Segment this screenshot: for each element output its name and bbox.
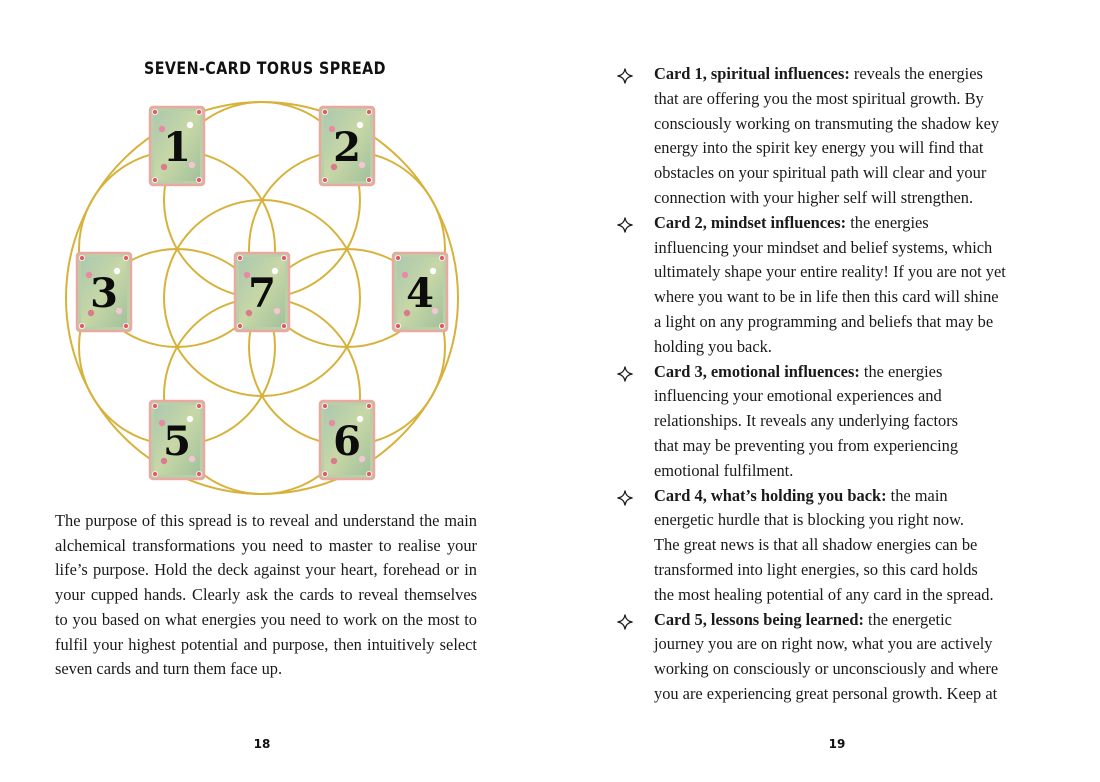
corner-pip: [152, 109, 157, 114]
item-title: Card 1, spiritual influences:: [654, 64, 850, 83]
card-number: 4: [406, 270, 434, 317]
corner-pip: [152, 471, 157, 476]
corner-pip: [322, 109, 327, 114]
card-meaning-text: [654, 360, 1057, 484]
page-number-left: 18: [253, 737, 271, 751]
item-line: reveals the energies: [853, 64, 983, 83]
card-meaning-item: [617, 62, 1057, 211]
tarot-card-1: [150, 107, 204, 185]
corner-pip: [322, 471, 327, 476]
item-title: Card 2, mindset influences:: [654, 212, 847, 232]
card-number: 1: [163, 124, 191, 171]
four-point-star-icon: [617, 366, 633, 382]
corner-pip: [322, 403, 327, 408]
item-line: influencing your mindset and belief systems, which: [654, 237, 993, 257]
corner-pip: [152, 177, 157, 182]
item-title: Card 3, emotional influences:: [654, 361, 860, 381]
tarot-card-7: [235, 253, 289, 331]
corner-pip: [196, 403, 201, 408]
item-first-line: [654, 211, 1057, 236]
item-line: ultimately shape your entire reality! If you are not yet: [654, 262, 1006, 282]
card-meaning-text: [654, 484, 1057, 608]
item-line: influencing your emotional experiences and: [654, 386, 942, 406]
card-meanings-list: [617, 62, 1057, 707]
card-number: 5: [163, 418, 191, 465]
spread-title: SEVEN-CARD TORUS SPREAD: [144, 59, 386, 79]
right-page: [550, 0, 1100, 782]
item-line: transformed into light energies, so this card holds: [654, 559, 978, 579]
item-line: energetic hurdle that is blocking you right now.: [654, 510, 964, 530]
item-first-line: [654, 484, 1057, 509]
corner-pip: [152, 403, 157, 408]
corner-pip: [237, 255, 242, 260]
card-meaning-item: [617, 360, 1057, 484]
page-number-right: 19: [828, 737, 846, 751]
four-point-star-icon: [617, 68, 633, 84]
card-meaning-item: [617, 484, 1057, 608]
item-first-line: [654, 608, 1057, 633]
card-meaning-item: [617, 211, 1057, 360]
card-meaning-text: [654, 211, 1057, 360]
corner-pip: [79, 323, 84, 328]
item-line: a light on any programming and beliefs that may be: [654, 311, 994, 331]
corner-pip: [366, 471, 371, 476]
item-line: consciously working on transmuting the shadow key: [654, 113, 1000, 133]
item-line: where you want to be in life then this card will shine: [654, 287, 999, 307]
tarot-card-6: [320, 401, 374, 479]
corner-pip: [439, 255, 444, 260]
four-point-star-icon: [617, 490, 633, 506]
item-line: the energies: [850, 212, 929, 232]
item-line: that may be preventing you from experiencing: [654, 435, 959, 455]
corner-pip: [366, 177, 371, 182]
card-meaning-text: [654, 62, 1057, 211]
item-first-line: [654, 62, 1057, 87]
item-line: energy into the spirit key energy you will find that: [654, 138, 984, 158]
item-line: the energies: [863, 361, 943, 381]
card-number: 6: [333, 418, 361, 465]
tarot-card-2: [320, 107, 374, 185]
item-line: obstacles on your spiritual path will clear and your: [654, 163, 987, 183]
card-meaning-text: [654, 608, 1057, 707]
corner-pip: [395, 323, 400, 328]
item-line: holding you back.: [654, 336, 772, 356]
corner-pip: [196, 109, 201, 114]
card-number: 3: [90, 270, 118, 317]
corner-pip: [237, 323, 242, 328]
item-line: the main: [890, 485, 948, 505]
item-line: working on consciously or unconsciously and where: [654, 659, 999, 679]
item-title: Card 4, what’s holding you back:: [654, 485, 887, 505]
item-line: the energetic: [868, 609, 952, 629]
card-number: 7: [248, 270, 276, 317]
corner-pip: [366, 403, 371, 408]
corner-pip: [322, 177, 327, 182]
corner-pip: [439, 323, 444, 328]
intro-paragraph: The purpose of this spread is to reveal and understand the main alchemical transformations you need to master to realise your life’s purpose. Hold the deck against your heart, forehead or in your cupped hands. Clearly ask the cards to reveal themselves to you based on what energies you need to work on the most to fulfil your highest potential and purpose, then intuitively select seven cards and turn them face up.: [55, 511, 477, 679]
card-number: 2: [333, 124, 361, 171]
item-first-line: [654, 360, 1057, 385]
torus-spread-diagram: [0, 0, 550, 500]
item-line: emotional fulfilment.: [654, 460, 794, 480]
corner-pip: [123, 255, 128, 260]
four-point-star-icon: [617, 614, 633, 630]
item-line: the most healing potential of any card in the spread.: [654, 584, 994, 604]
tarot-card-3: [77, 253, 131, 331]
item-line: that are offering you the most spiritual growth. By: [654, 88, 984, 108]
item-title: Card 5, lessons being learned:: [654, 609, 864, 629]
corner-pip: [395, 255, 400, 260]
corner-pip: [196, 471, 201, 476]
corner-pip: [281, 255, 286, 260]
card-meaning-item: [617, 608, 1057, 707]
item-line: connection with your higher self will strengthen.: [654, 187, 974, 207]
tarot-card-4: [393, 253, 447, 331]
item-line: you are experiencing great personal growth. Keep at: [654, 683, 998, 703]
four-point-star-icon: [617, 217, 633, 233]
corner-pip: [123, 323, 128, 328]
item-line: The great news is that all shadow energies can be: [654, 535, 978, 555]
corner-pip: [196, 177, 201, 182]
corner-pip: [281, 323, 286, 328]
tarot-card-5: [150, 401, 204, 479]
item-line: relationships. It reveals any underlying factors: [654, 411, 959, 431]
corner-pip: [79, 255, 84, 260]
item-line: journey you are on right now, what you are actively: [654, 634, 993, 654]
corner-pip: [366, 109, 371, 114]
